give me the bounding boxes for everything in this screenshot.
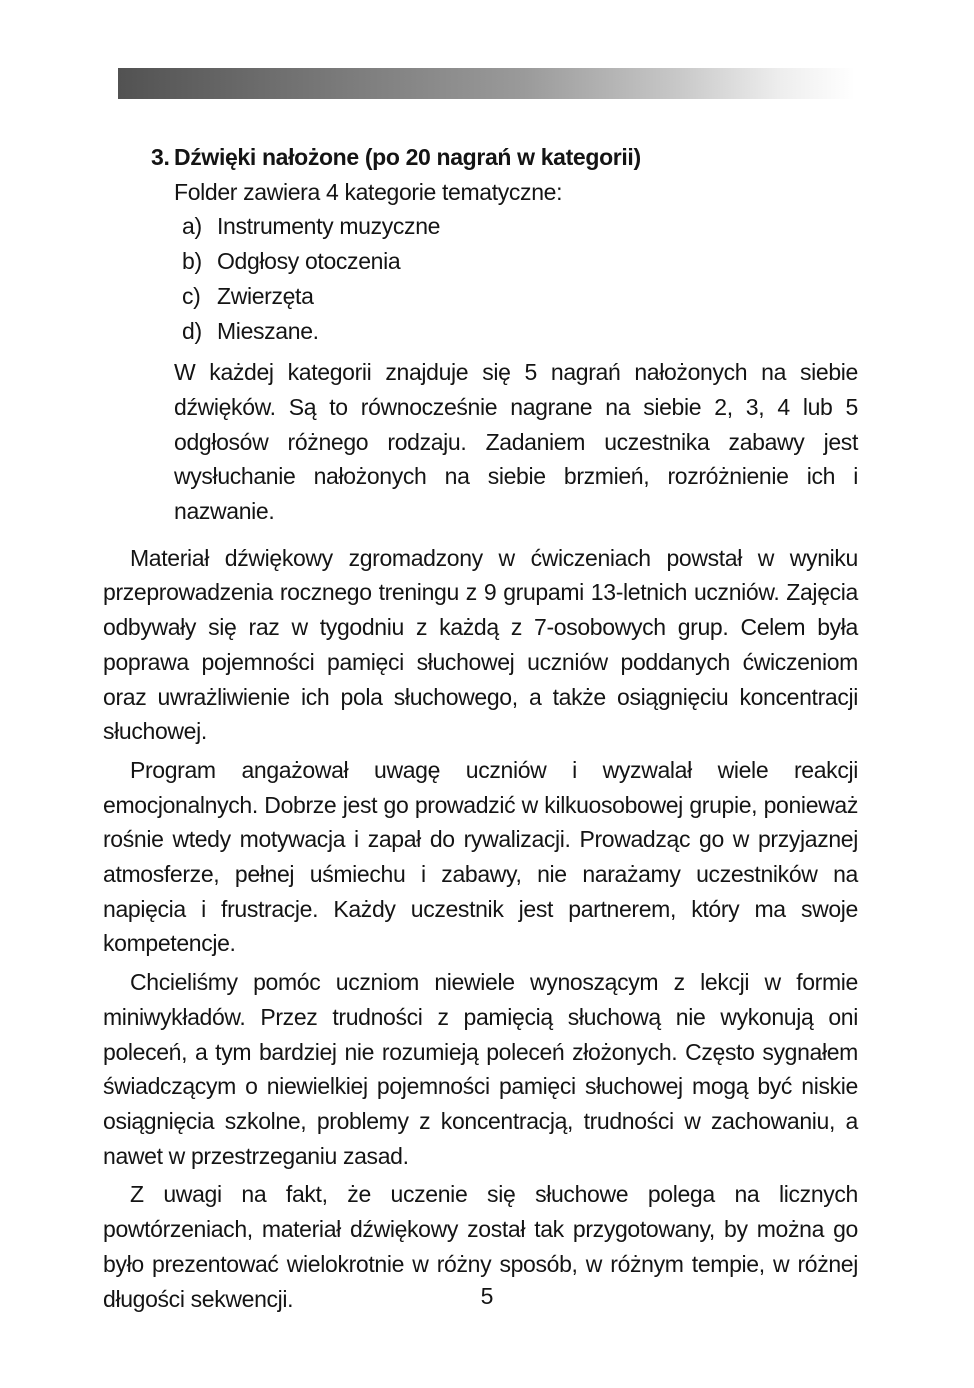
numbered-list-item-3 bbox=[103, 140, 858, 529]
paragraph-3: Chcieliśmy pomóc uczniom niewiele wynoszącym z lekcji w formie miniwykładów. Przez trudności z pamięcią słuchową nie wykonują oni poleceń, a tym bardziej nie rozumieją poleceń złożonych. Często sygnałem świadczącym o niewielkiej pojemności pamięci słuchowej mogą być niskie osiągnięcia szkolne, problemy z koncentracją, trudności w zachowaniu, a nawet w przestrzeganiu zasad. bbox=[103, 969, 858, 1169]
item-3-title: Dźwięki nałożone (po 20 nagrań w kategorii) bbox=[174, 144, 641, 170]
category-label-c: c) bbox=[182, 282, 201, 309]
page-content bbox=[103, 140, 858, 1316]
page-footer bbox=[0, 1283, 974, 1310]
category-label-b: b) bbox=[182, 248, 202, 275]
category-item-c bbox=[182, 279, 858, 314]
paragraph-1: Materiał dźwiękowy zgromadzony w ćwiczeniach powstał w wyniku przeprowadzenia rocznego treningu z 9 grupami 13-letnich uczniów. Zajęcia odbywały się raz w tygodniu z każdą z 7-osobowych grup. Celem była poprawa pojemności pamięci słuchowej uczniów poddanych ćwiczeniom oraz uwrażliwienie ich pola słuchowego, a także osiągnięciu koncentracji słuchowej. bbox=[103, 544, 858, 745]
category-text-b: Odgłosy otoczenia bbox=[217, 248, 401, 275]
body-text bbox=[103, 541, 858, 1316]
category-item-d bbox=[182, 314, 858, 349]
header-gradient-bar bbox=[118, 68, 855, 99]
item-3-number: 3. bbox=[151, 144, 170, 170]
category-text-c: Zwierzęta bbox=[217, 282, 314, 309]
item-3-description: W każdej kategorii znajduje się 5 nagrań nałożonych na siebie dźwięków. Są to równocześnie nagrane na siebie 2, 3, 4 lub 5 odgłosów różnego rodzaju. Zadaniem uczestnika zabawy jest wysłuchanie nałożonych na siebie brzmień, rozróżnienie ich i nazwanie. bbox=[174, 359, 858, 525]
category-item-a bbox=[182, 209, 858, 244]
category-text-a: Instrumenty muzyczne bbox=[217, 213, 441, 240]
category-list bbox=[174, 209, 858, 348]
paragraph-4: Z uwagi na fakt, że uczenie się słuchowe polega na licznych powtórzeniach, materiał dźwiękowy został tak przygotowany, by można go było prezentować wielokrotnie w różny sposób, w różnym tempie, w różnej długości sekwencji. bbox=[103, 1181, 858, 1312]
item-3-intro: Folder zawiera 4 kategorie tematyczne: bbox=[174, 178, 563, 205]
paragraph-2: Program angażował uwagę uczniów i wyzwalał wiele reakcji emocjonalnych. Dobrze jest go prowadzić w kilkuosobowej grupie, ponieważ rośnie wtedy motywacja i zapał do rywalizacji. Prowadząc go w przyjaznej atmosferze, pełnej uśmiechu i zabawy, nie narażamy uczestników na napięcia i frustracje. Każdy uczestnik jest partnerem, który ma swoje kompetencje. bbox=[103, 756, 858, 957]
category-label-a: a) bbox=[182, 213, 202, 240]
category-item-b bbox=[182, 244, 858, 279]
page-number: 5 bbox=[480, 1283, 494, 1309]
category-text-d: Mieszane. bbox=[217, 317, 319, 344]
category-label-d: d) bbox=[182, 317, 202, 344]
